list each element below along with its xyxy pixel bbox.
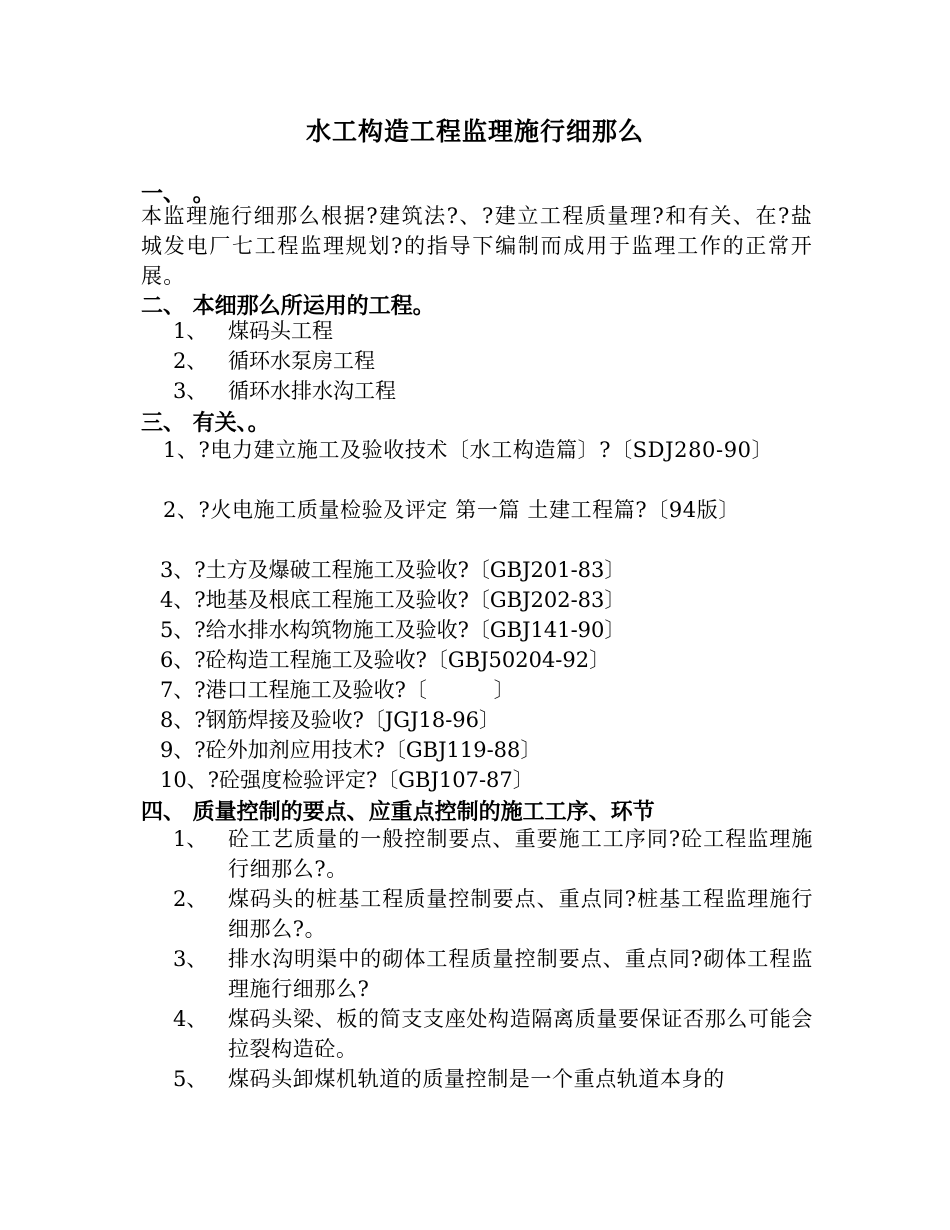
section-4-item-5-number: 5、 — [173, 1067, 208, 1091]
section-2-item-1-number: 1、 — [173, 319, 208, 343]
section-2-item-3-number: 3、 — [173, 379, 208, 403]
reference-item: 6、?砼构造工程施工及验收?〔GBJ50204-92〕 — [160, 648, 611, 672]
reference-item: 9、?砼外加剂应用技术?〔GBJ119-88〕 — [160, 738, 542, 762]
reference-item: 1、?电力建立施工及验收技术〔水工构造篇〕?〔SDJ280-90〕 — [163, 438, 774, 462]
section-4-item-1-text: 砼工艺质量的一般控制要点、重要施工工序同?砼工程监理施行细那么?。 — [228, 827, 813, 881]
section-4-item-4-text: 煤码头梁、板的简支支座处构造隔离质量要保证否那么可能会拉裂构造砼。 — [228, 1007, 813, 1061]
section-2-heading: 二、 本细那么所运用的工程。 — [141, 293, 435, 319]
section-2-item-3-text: 循环水排水沟工程 — [228, 379, 396, 403]
section-3-heading: 三、 有关、。 — [141, 410, 270, 436]
reference-item: 8、?钢筋焊接及验收?〔JGJ18-96〕 — [160, 708, 501, 732]
section-1-heading: 一、 。 — [141, 181, 215, 207]
reference-item: 3、?土方及爆破工程施工及验收?〔GBJ201-83〕 — [160, 558, 626, 582]
section-2-item-1-text: 煤码头工程 — [228, 319, 333, 343]
section-4-item-3-text: 排水沟明渠中的砌体工程质量控制要点、重点同?砌体工程监理施行细那么? — [228, 947, 813, 1001]
reference-item: 7、?港口工程施工及验收?〔 〕 — [160, 678, 515, 702]
section-2-item-2-number: 2、 — [173, 349, 208, 373]
section-4-heading: 四、 质量控制的要点、应重点控制的施工工序、环节 — [141, 799, 655, 825]
reference-item: 5、?给水排水构筑物施工及验收?〔GBJ141-90〕 — [160, 618, 626, 642]
section-4-item-3-number: 3、 — [173, 947, 208, 971]
section-4-item-2-text: 煤码头的桩基工程质量控制要点、重点同?桩基工程监理施行细那么?。 — [228, 887, 813, 941]
reference-item: 2、?火电施工质量检验及评定 第一篇 土建工程篇?〔94版〕 — [163, 498, 740, 522]
section-1-paragraph: 本监理施行细那么根据?建筑法?、?建立工程质量理?和有关、在?盐城发电厂七工程监理规划?的指导下编制而成用于监理工作的正常开展。 — [141, 204, 813, 288]
reference-item: 4、?地基及根底工程施工及验收?〔GBJ202-83〕 — [160, 588, 626, 612]
document-title: 水工构造工程监理施行细那么 — [305, 117, 644, 146]
section-2-item-2-text: 循环水泵房工程 — [228, 349, 375, 373]
section-4-item-2-number: 2、 — [173, 887, 208, 911]
section-4-item-5-text: 煤码头卸煤机轨道的质量控制是一个重点轨道本身的 — [228, 1067, 725, 1091]
reference-item: 10、?砼强度检验评定?〔GBJ107-87〕 — [160, 768, 534, 792]
section-4-item-1-number: 1、 — [173, 827, 208, 851]
section-4-item-4-number: 4、 — [173, 1007, 208, 1031]
